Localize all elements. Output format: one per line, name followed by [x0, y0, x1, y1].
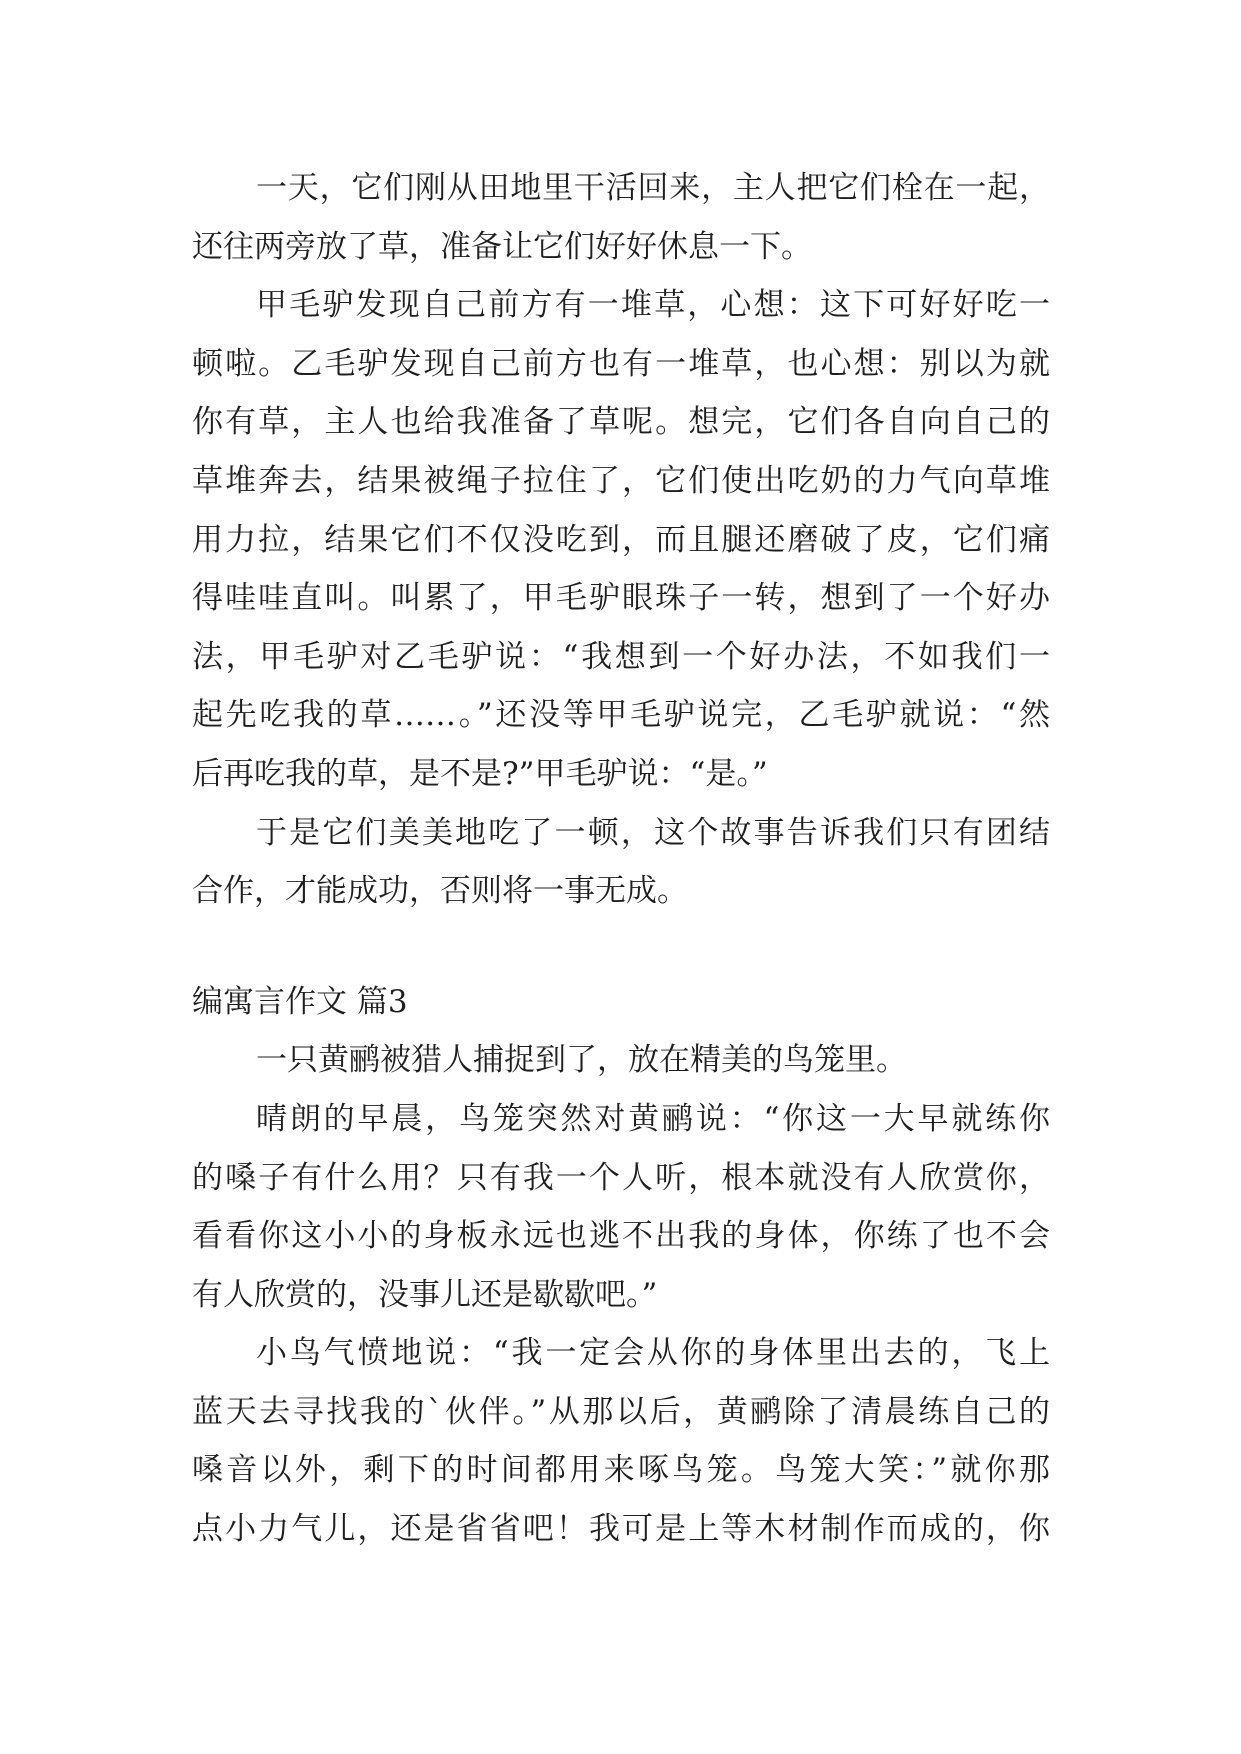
paragraph	[192, 159, 1050, 276]
text-line: 一天，它们刚从田地里干活回来，主人把它们栓在一起，	[256, 170, 1050, 206]
text-line: 你有草，主人也给我准备了草呢。想完，它们各自向自己的	[192, 404, 1050, 441]
paragraph	[192, 804, 1050, 921]
text-line: 顿啦。乙毛驴发现自己前方也有一堆草，也心想：别以为就	[192, 345, 1050, 382]
document-body	[192, 159, 1050, 1559]
text-line: 小鸟气愤地说：“我一定会从你的身体里出去的，飞上	[256, 1335, 1050, 1372]
text-line: 于是它们美美地吃了一顿，这个故事告诉我们只有团结	[256, 814, 1050, 851]
text-line: 嗓音以外，剩下的时间都用来啄鸟笼。鸟笼大笑：”就你那	[192, 1452, 1050, 1489]
text-line: 的嗓子有什么用？只有我一个人听，根本就没有人欣赏你，	[192, 1159, 1050, 1196]
text-line: 起先吃我的草……。”还没等甲毛驴说完，乙毛驴就说：“然	[192, 697, 1050, 734]
text-line: 晴朗的早晨，鸟笼突然对黄鹂说：“你这一大早就练你	[256, 1100, 1050, 1137]
text-line: 有人欣赏的，没事儿还是歇歇吧。”	[192, 1276, 658, 1313]
text-line: 后再吃我的草，是不是?”甲毛驴说：“是。”	[192, 755, 768, 792]
paragraph	[192, 1031, 1050, 1090]
text-line: 法，甲毛驴对乙毛驴说：“我想到一个好办法，不如我们一	[192, 638, 1050, 675]
paragraph	[192, 1324, 1050, 1558]
story-section	[192, 159, 1050, 921]
text-line: 一只黄鹂被猎人捕捉到了，放在精美的鸟笼里。	[256, 1042, 907, 1079]
text-line: 点小力气儿，还是省省吧！我可是上等木材制作而成的，你	[192, 1511, 1050, 1548]
text-line: 用力拉，结果它们不仅没吃到，而且腿还磨破了皮，它们痛	[192, 521, 1050, 558]
text-line: 还往两旁放了草，准备让它们好好休息一下。	[192, 228, 812, 265]
text-line: 草堆奔去，结果被绳子拉住了，它们使出吃奶的力气向草堆	[192, 462, 1050, 499]
text-line: 合作，才能成功，否则将一事无成。	[192, 873, 688, 910]
paragraph	[192, 1090, 1050, 1324]
paragraph	[192, 276, 1050, 803]
text-line: 蓝天去寻找我的`伙伴。”从那以后，黄鹂除了清晨练自己的	[192, 1393, 1050, 1430]
text-line: 看看你这小小的身板永远也逃不出我的身体，你练了也不会	[192, 1218, 1050, 1255]
text-line: 甲毛驴发现自己前方有一堆草，心想：这下可好好吃一	[256, 287, 1050, 324]
story-section	[192, 973, 1050, 1559]
text-line: 得哇哇直叫。叫累了，甲毛驴眼珠子一转，想到了一个好办	[192, 580, 1050, 617]
section-heading: 编寓言作文 篇3	[192, 983, 408, 1020]
